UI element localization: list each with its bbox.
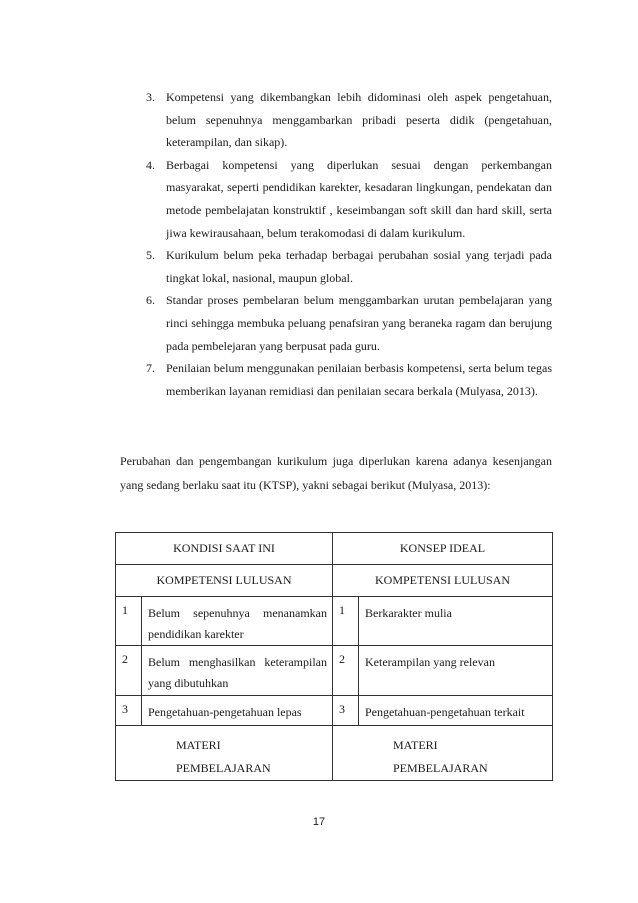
list-item-text: Kurikulum belum peka terhadap berbagai perubahan sosial yang terjadi pada tingkat lokal, nasional, maupun global. <box>166 248 552 285</box>
row-text-right: Pengetahuan-pengetahuan terkait <box>359 696 553 726</box>
list-item-number: 6. <box>146 293 155 308</box>
row-number-left: 2 <box>116 646 142 696</box>
table-row <box>116 646 553 696</box>
row-text-right: Berkarakter mulia <box>359 597 553 646</box>
row-text-left: Pengetahuan-pengetahuan lepas <box>142 696 333 726</box>
table-row-materi <box>116 726 553 781</box>
page-number: 17 <box>312 816 326 828</box>
row-number-right: 3 <box>333 696 359 726</box>
body-paragraph: Perubahan dan pengembangan kurikulum juga diperlukan karena adanya kesenjangan yang sedang berlaku saat itu (KTSP), yakni sebagai berikut (Mulyasa, 2013): <box>120 454 552 492</box>
row-number-left: 3 <box>116 696 142 726</box>
materi-right-line1: MATERI <box>393 738 438 752</box>
materi-right-cell <box>333 726 553 781</box>
list-item-number: 4. <box>146 157 155 172</box>
subheader-kompetensi-right: KOMPETENSI LULUSAN <box>333 565 553 597</box>
table-row <box>116 597 553 646</box>
list-item-number: 5. <box>146 248 155 263</box>
table-row <box>116 696 553 726</box>
list-item <box>146 289 552 357</box>
row-text-left: Belum menghasilkan keterampilan yang dibutuhkan <box>142 646 333 696</box>
list-item <box>146 86 552 154</box>
list-item-text: Berbagai kompetensi yang diperlukan sesuai dengan perkembangan masyarakat, seperti pendidikan karekter, kesadaran lingkungan, pendekatan dan metode pembelajatan konstruktif , keseimbangan soft skill dan hard skill, serta jiwa kewirausahaan, belum terakomodasi di dalam kurikulum. <box>166 157 552 240</box>
list-item-number: 7. <box>146 361 155 376</box>
list-item <box>146 154 552 244</box>
numbered-list <box>120 86 552 402</box>
comparison-table <box>115 532 553 781</box>
list-item-number: 3. <box>146 90 155 104</box>
list-item-text: Penilaian belum menggunakan penilaian berbasis kompetensi, serta belum tegas memberikan layanan remidiasi dan penilaian secara berkala (Mulyasa, 2013). <box>166 361 552 398</box>
list-item-text: Standar proses pembelaran belum menggambarkan urutan pembelajaran yang rinci sehingga membuka peluang penafsiran yang beraneka ragam dan berujung pada pembelejaran yang berpusat pada guru. <box>166 293 552 353</box>
materi-right-line2: PEMBELAJARAN <box>393 761 488 775</box>
list-item <box>146 357 552 402</box>
row-text-right: Keterampilan yang relevan <box>359 646 553 696</box>
subheader-kompetensi-left: KOMPETENSI LULUSAN <box>116 565 333 597</box>
materi-left-cell <box>116 726 333 781</box>
row-number-right: 1 <box>333 597 359 646</box>
list-item-text: Kompetensi yang dikembangkan lebih didominasi oleh aspek pengetahuan, belum sepenuhnya menggambarkan pribadi peserta didik (pengetahuan, keterampilan, dan sikap). <box>166 90 552 150</box>
row-text-left: Belum sepenuhnya menanamkan pendidikan karekter <box>142 597 333 646</box>
materi-left-line1: MATERI <box>176 738 221 752</box>
row-number-left: 1 <box>116 597 142 646</box>
materi-left-line2: PEMBELAJARAN <box>176 761 271 775</box>
list-item <box>146 244 552 289</box>
row-number-right: 2 <box>333 646 359 696</box>
header-kondisi: KONDISI SAAT INI <box>116 533 333 565</box>
header-konsep: KONSEP IDEAL <box>333 533 553 565</box>
